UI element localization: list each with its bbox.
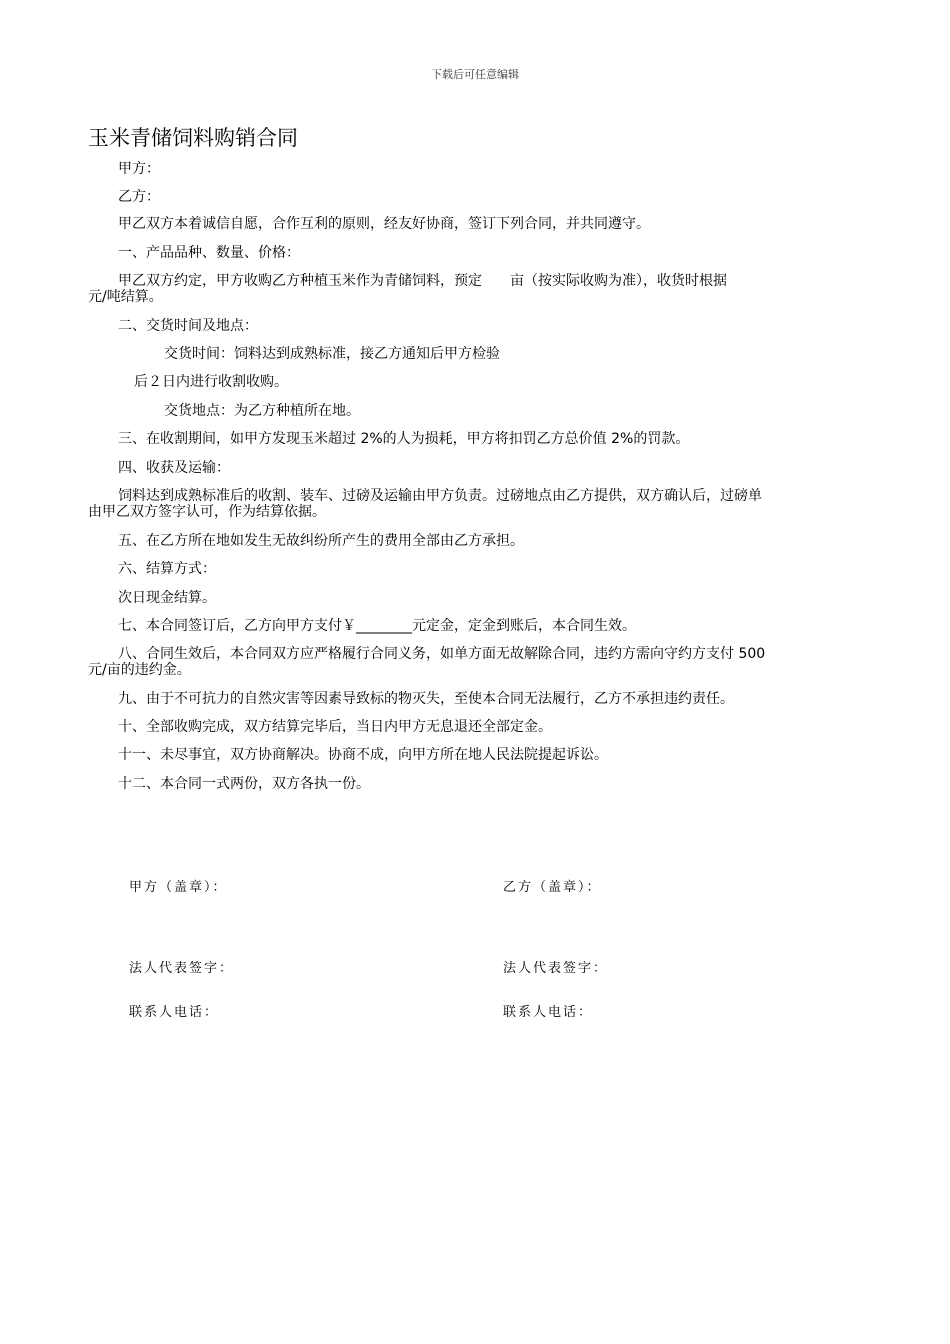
section-6-heading: 六、结算方式： (118, 561, 216, 577)
party-b-legal-rep-label: 法人代表签字： (503, 961, 609, 976)
section-1-body-line-2: 元/吨结算。 (88, 289, 163, 305)
section-12: 十二、本合同一式两份，双方各执一份。 (118, 776, 370, 792)
header-note: 下载后可任意编辑 (431, 68, 519, 81)
section-1-heading: 一、产品品种、数量、价格： (118, 245, 300, 261)
party-a-legal-rep-label: 法人代表签字： (129, 961, 235, 976)
section-11: 十一、未尽事宜，双方协商解决。协商不成，向甲方所在地人民法院提起诉讼。 (118, 747, 608, 763)
section-6-body: 次日现金结算。 (118, 590, 216, 606)
section-2-time-line-2: 后２日内进行收割收购。 (134, 374, 288, 390)
section-2-heading: 二、交货时间及地点： (118, 318, 258, 334)
party-a-contact-label: 联系人电话： (129, 1005, 220, 1020)
section-1-body-line-1: 甲乙双方约定，甲方收购乙方种植玉米作为青储饲料，预定 亩（按实际收购为准），收货时根据 (118, 273, 727, 289)
section-4-heading: 四、收获及运输： (118, 460, 230, 476)
section-4-body-line-1: 饲料达到成熟标准后的收割、装车、过磅及运输由甲方负责。过磅地点由乙方提供，双方确认后，过磅单 (118, 488, 762, 504)
section-8-line-1: 八、合同生效后，本合同双方应严格履行合同义务，如单方面无故解除合同，违约方需向守约方支付 500 (118, 646, 766, 662)
party-b-contact-label: 联系人电话： (503, 1005, 594, 1020)
section-3: 三、在收割期间，如甲方发现玉米超过 2%的人为损耗，甲方将扣罚乙方总价值 2%的罚款。 (118, 431, 690, 447)
party-b-label: 乙方： (118, 189, 160, 205)
party-a-label: 甲方： (118, 161, 160, 177)
section-8-line-2: 元/亩的违约金。 (88, 662, 191, 678)
section-9: 九、由于不可抗力的自然灾害等因素导致标的物灭失，至使本合同无法履行，乙方不承担违约责任。 (118, 691, 734, 707)
section-2-time-line-1: 交货时间：饲料达到成熟标准，接乙方通知后甲方检验 (164, 346, 500, 362)
document-title: 玉米青储饲料购销合同 (88, 126, 298, 150)
section-10: 十、全部收购完成，双方结算完毕后，当日内甲方无息退还全部定金。 (118, 719, 552, 735)
intro-paragraph: 甲乙双方本着诚信自愿，合作互利的原则，经友好协商，签订下列合同，并共同遵守。 (118, 216, 650, 232)
section-7: 七、本合同签订后，乙方向甲方支付￥________元定金，定金到账后，本合同生效。 (118, 618, 636, 634)
party-b-seal-label: 乙方（盖章）： (503, 880, 602, 895)
party-a-seal-label: 甲方（盖章）： (129, 880, 228, 895)
section-5: 五、在乙方所在地如发生无故纠纷所产生的费用全部由乙方承担。 (118, 533, 524, 549)
section-2-place: 交货地点：为乙方种植所在地。 (164, 403, 360, 419)
section-4-body-line-2: 由甲乙双方签字认可，作为结算依据。 (88, 504, 326, 520)
